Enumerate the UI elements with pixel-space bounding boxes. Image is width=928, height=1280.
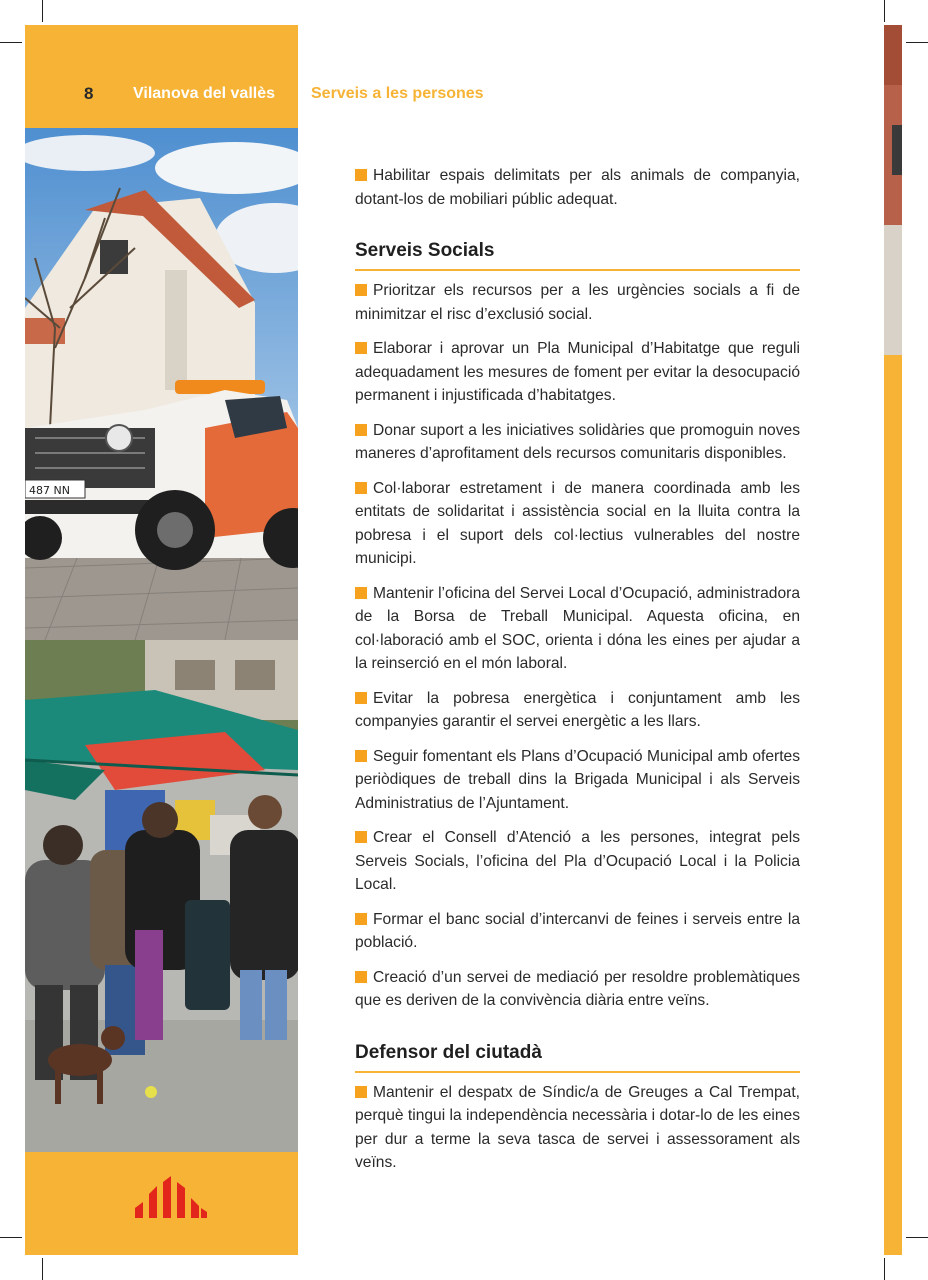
square-bullet-icon [355,831,367,843]
list-item [355,164,800,211]
square-bullet-icon [355,342,367,354]
list-item-text: Formar el banc social d’intercanvi de feines i serveis entre la població. [355,910,800,951]
crop-mark [42,1258,43,1280]
list-item-text: Habilitar espais delimitats per als animals de companyia, dotant-los de mobiliari públic adequat. [355,167,800,208]
market-photo [25,640,298,1152]
list-item-text: Mantenir el despatx de Síndic/a de Greuges a Cal Trempat, perquè tingui la independència necessària i dotar-lo de les eines per dur a terme la seva tasca de servei i assessorament als veïns. [355,1083,800,1171]
erc-bars-logo-icon [135,1176,207,1218]
square-bullet-icon [355,692,367,704]
list-item-text: Creació d’un servei de mediació per resoldre problemàtiques que es deriven de la convivència diària entre veïns. [355,968,800,1009]
square-bullet-icon [355,169,367,181]
crop-mark [906,42,928,43]
page-number: 8 [84,84,94,103]
list-item [355,745,800,816]
square-bullet-icon [355,971,367,983]
section-heading: Serveis a les persones [311,85,484,102]
list-item [355,582,800,676]
square-bullet-icon [355,913,367,925]
list-item-text: Prioritzar els recursos per a les urgències socials a fi de minimitzar el risc d’exclusió social. [355,282,800,323]
list-item-text: Evitar la pobresa energètica i conjuntament amb les companyies garantir el servei energètic a les llars. [355,689,800,730]
list-item [355,419,800,466]
square-bullet-icon [355,482,367,494]
list-item [355,477,800,571]
facing-page-photo [884,25,902,355]
square-bullet-icon [355,284,367,296]
main-content [355,164,800,1186]
square-bullet-icon [355,424,367,436]
list-item-text: Crear el Consell d’Atenció a les persones, integrat pels Serveis Socials, l’oficina del Pla d’Ocupació Local i la Policia Local. [355,829,800,893]
list-item [355,687,800,734]
square-bullet-icon [355,1086,367,1098]
list-item-text: Seguir fomentant els Plans d’Ocupació Municipal amb ofertes periòdiques de treball dins la Brigada Municipal i als Serveis Administratius de l’Ajuntament. [355,747,800,812]
truck-photo [25,128,298,640]
svg-text:487 NN: 487 NN [29,484,70,497]
list-item [355,826,800,897]
crop-mark [884,1258,885,1280]
list-item [355,966,800,1013]
list-item-text: Elaborar i aprovar un Pla Municipal d’Habitatge que reguli adequadament les mesures de foment per evitar la desocupació permanent i injustificada d’habitatges. [355,340,800,404]
list-item [355,337,800,408]
list-item [355,1081,800,1175]
section-title: Serveis Socials [355,239,800,271]
square-bullet-icon [355,587,367,599]
crop-mark [0,1237,22,1238]
crop-mark [0,42,22,43]
list-item [355,279,800,326]
section-title: Defensor del ciutadà [355,1041,800,1073]
crop-mark [884,0,885,22]
list-item-text: Donar suport a les iniciatives solidàries que promoguin noves maneres d’aprofitament dels recursos comunitaris disponibles. [355,421,800,462]
crop-mark [906,1237,928,1238]
list-item-text: Mantenir l’oficina del Servei Local d’Ocupació, administradora de la Borsa de Treball Municipal. Aquesta oficina, en col·laboració amb el SOC, orienta i dóna les eines per ajudar a la reinserció en el món laboral. [355,584,800,672]
crop-mark [42,0,43,22]
square-bullet-icon [355,750,367,762]
list-item-text: Col·laborar estretament i de manera coordinada amb les entitats de solidaritat i assistència social en la lluita contra la pobresa i el suport dels col·lectius vulnerables del nostre municipi. [355,479,800,567]
list-item [355,908,800,955]
town-name: Vilanova del vallès [133,85,276,102]
